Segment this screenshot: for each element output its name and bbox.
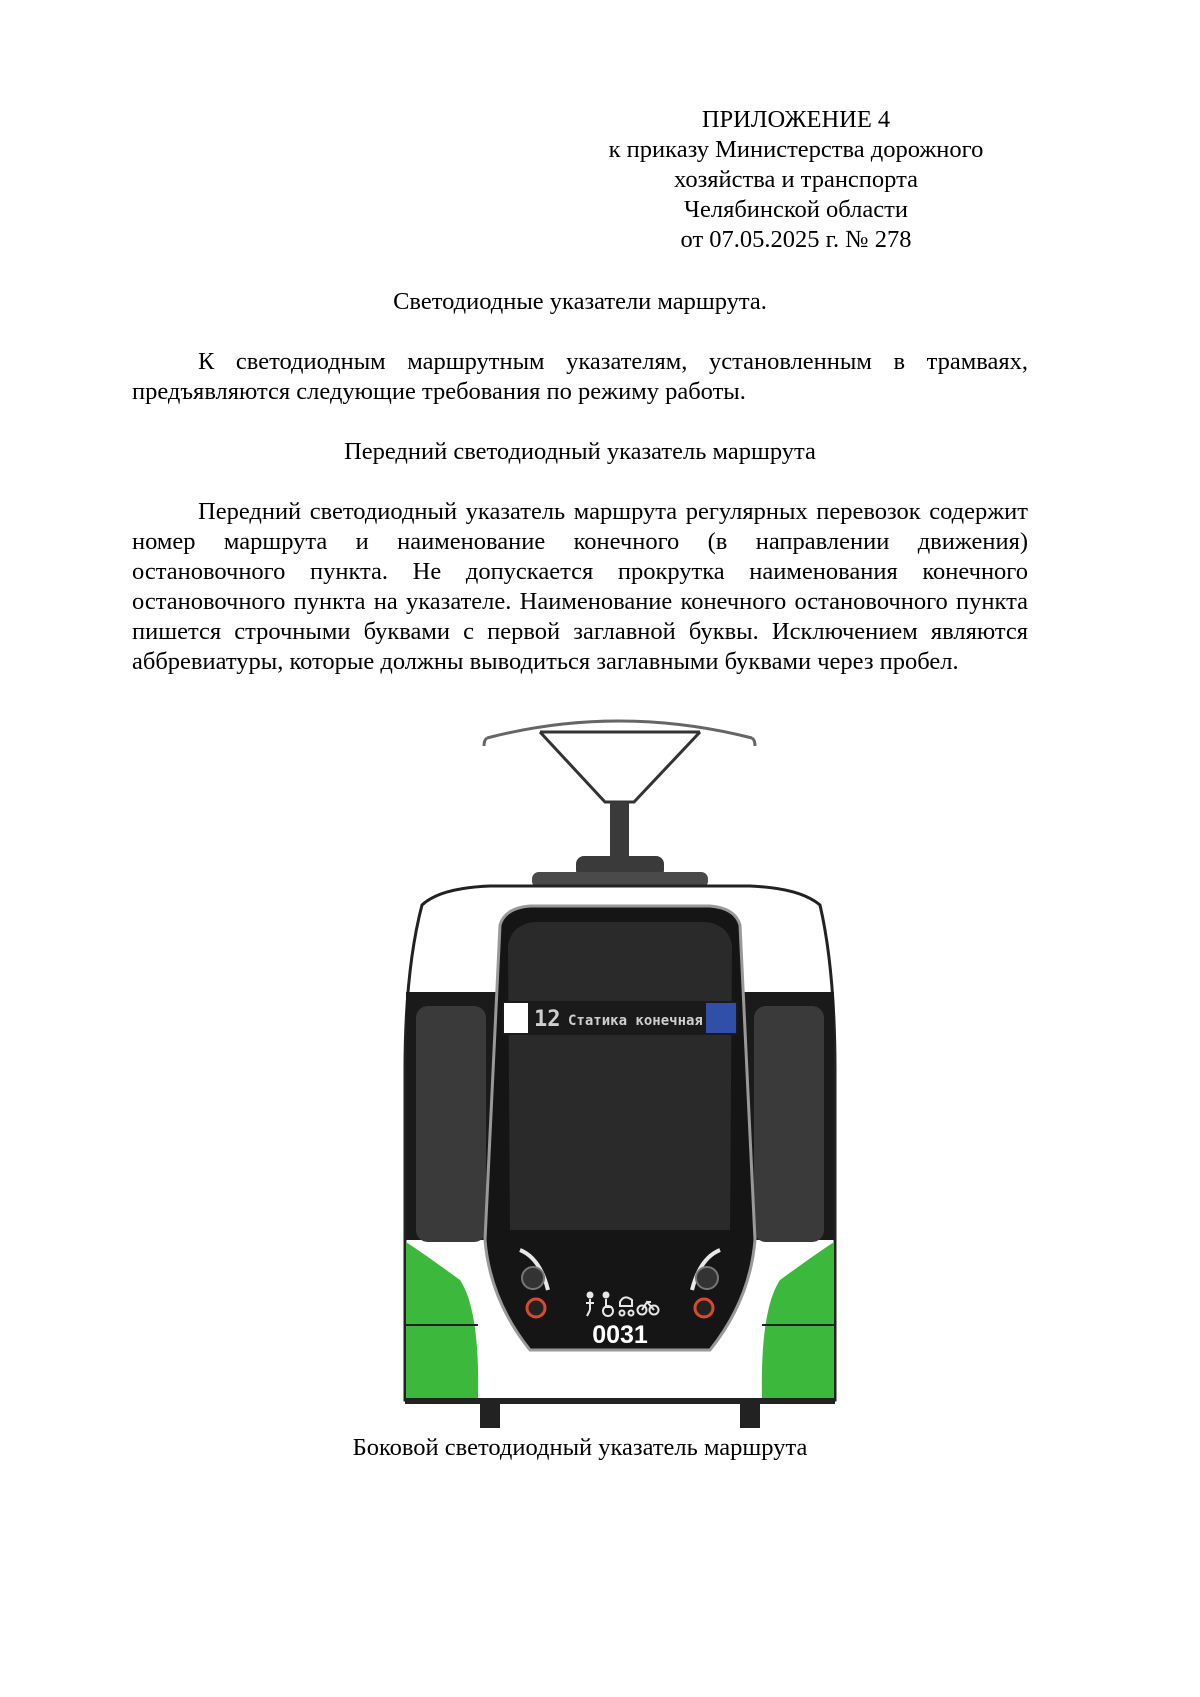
document-title: Светодиодные указатели маршрута. [393, 288, 767, 315]
display-blue-marker [706, 1003, 736, 1033]
appendix-date-line: от 07.05.2025 г. № 278 [680, 226, 912, 253]
section-front-paragraph: Передний светодиодный указатель маршрута регулярных перевозок содержит номер маршрута и наименование конечного (в направлении движения) остановочного пункта. Не допускается прокрутка наименования конечного остановочного пункта на указателе. Наименование конечного остановочного пункта пишется строчными буквами с первой заглавной буквы. Исключением являются аббревиатуры, которые должны выводиться заглавными буквами через пробел. [132, 498, 1028, 675]
route-number: 12 [534, 1007, 561, 1032]
display-white-marker [504, 1003, 528, 1033]
destination-name: Статика конечная [568, 1013, 703, 1029]
destination-display [502, 1001, 738, 1035]
appendix-order-line: к приказу Министерства дорожного [608, 136, 984, 163]
left-indicator-light [527, 1299, 545, 1317]
appendix-header [590, 105, 1002, 255]
appendix-title: ПРИЛОЖЕНИЕ 4 [701, 106, 891, 133]
right-window [754, 1006, 824, 1242]
vehicle-number: 0031 [592, 1321, 648, 1349]
right-headlight [696, 1267, 718, 1289]
appendix-region-line: Челябинской области [684, 196, 908, 223]
section-front-heading: Передний светодиодный указатель маршрута [344, 438, 816, 465]
figure-caption: Боковой светодиодный указатель маршрута [352, 1434, 808, 1461]
tram-front-illustration [380, 710, 860, 1435]
right-indicator-light [695, 1299, 713, 1317]
windshield [508, 922, 732, 1230]
intro-paragraph: К светодиодным маршрутным указателям, установленным в трамваях, предъявляются следующие требования по режиму работы. [132, 348, 1028, 405]
left-headlight [522, 1267, 544, 1289]
left-window [416, 1006, 486, 1242]
pantograph [484, 721, 755, 888]
appendix-ministry-line: хозяйства и транспорта [674, 166, 918, 193]
